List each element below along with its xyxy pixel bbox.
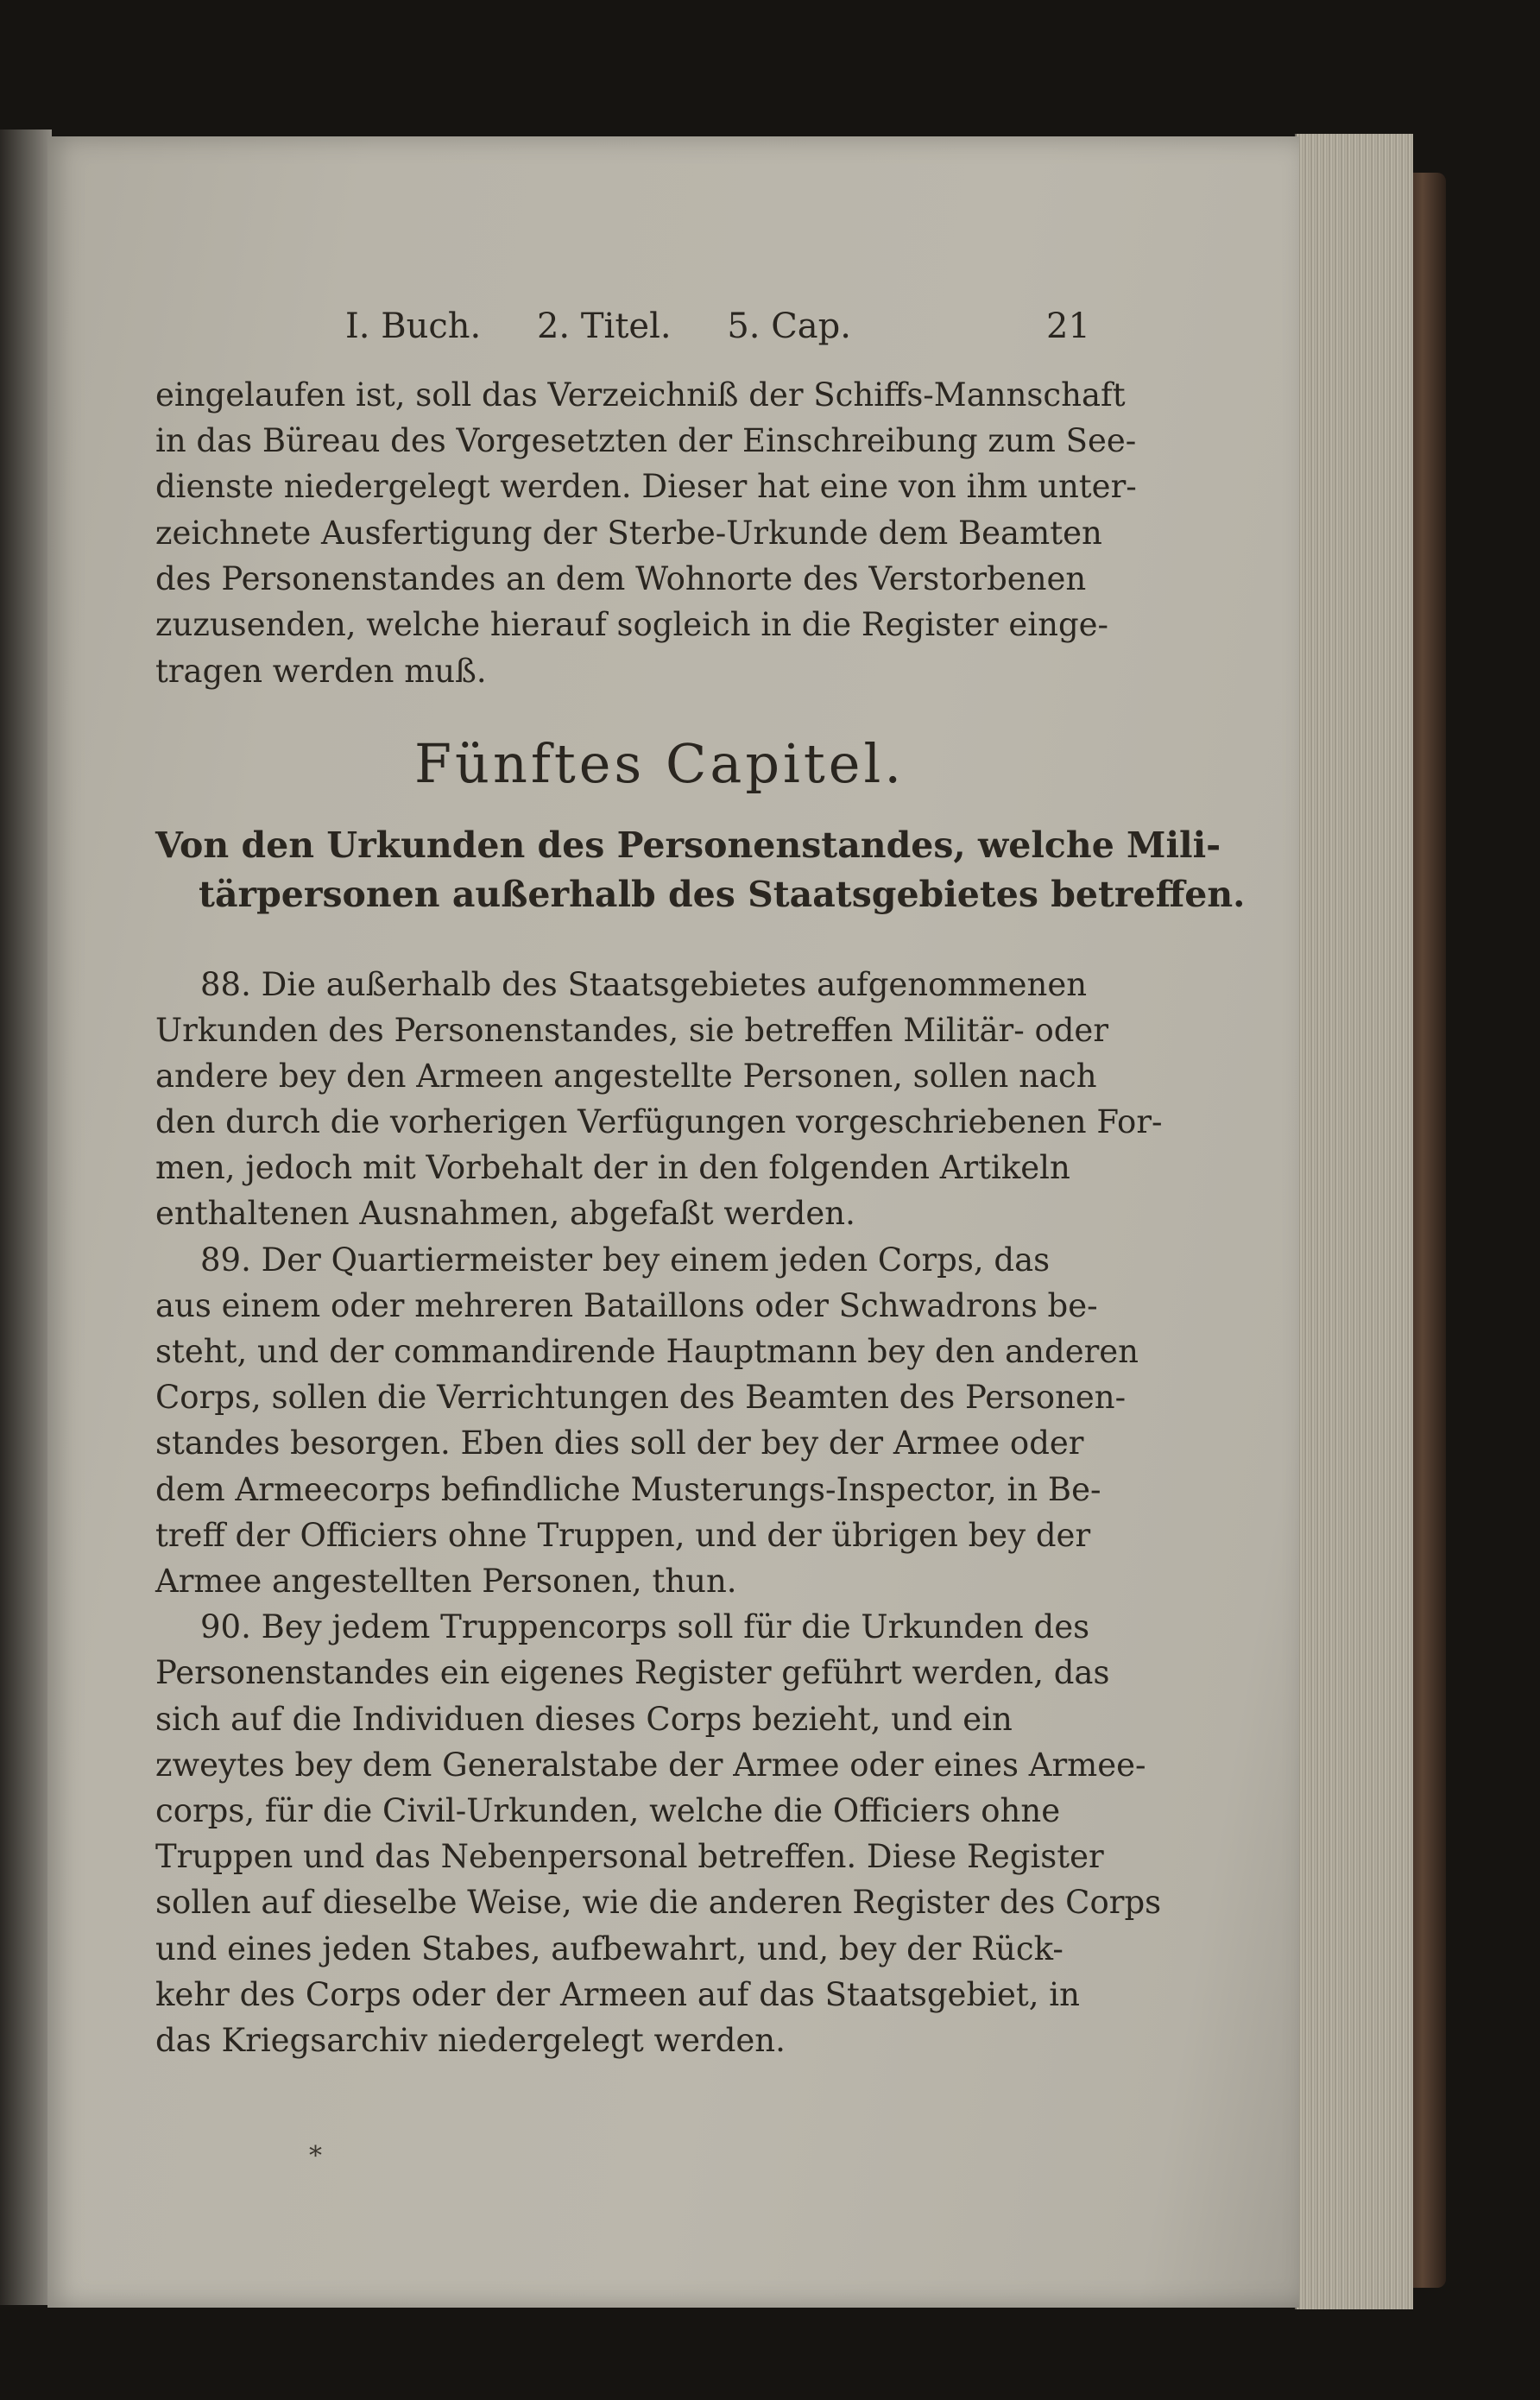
section-heading-line: Von den Urkunden des Personenstandes, welche Mili- [155,824,1221,866]
text-line: und eines jeden Stabes, aufbewahrt, und, bey der Rück- [155,1930,1063,1967]
chapter-title: Fünftes Capitel. [414,732,906,795]
text-line: sich auf die Individuen dieses Corps bezieht, und ein [155,1701,1013,1738]
running-head [345,306,896,346]
text-line: 90. Bey jedem Truppencorps soll für die Urkunden des [200,1608,1090,1645]
text-line: Armee angestellten Personen, thun. [155,1563,737,1600]
text-line: Truppen und das Nebenpersonal betreffen. Diese Register [155,1838,1104,1875]
previous-page-edge [0,129,52,2305]
text-line: in das Büreau des Vorgesetzten der Einschreibung zum See- [155,422,1137,459]
text-line: dienste niedergelegt werden. Dieser hat eine von ihm unter- [155,468,1137,505]
text-line: dem Armeecorps befindliche Musterungs-Inspector, in Be- [155,1471,1101,1508]
text-line: men, jedoch mit Vorbehalt der in den folgenden Artikeln [155,1149,1070,1186]
section-heading-line: tärpersonen außerhalb des Staatsgebietes betreffen. [199,874,1246,915]
footer-mark: * [309,2141,322,2171]
text-line: Urkunden des Personenstandes, sie betreffen Militär- oder [155,1012,1109,1049]
running-head-book: I. Buch. [345,306,482,346]
text-line: den durch die vorherigen Verfügungen vorgeschriebenen For- [155,1103,1163,1140]
text-line: corps, für die Civil-Urkunden, welche die Officiers ohne [155,1792,1061,1829]
text-line: zuzusenden, welche hierauf sogleich in die Register einge- [155,606,1109,643]
text-line: enthaltenen Ausnahmen, abgefaßt werden. [155,1195,855,1232]
text-line: andere bey den Armeen angestellte Personen, sollen nach [155,1058,1097,1095]
text-line: sollen auf dieselbe Weise, wie die anderen Register des Corps [155,1884,1162,1921]
running-head-title: 2. Titel. [536,306,672,346]
text-line: 89. Der Quartiermeister bey einem jeden Corps, das [200,1241,1051,1279]
text-line: standes besorgen. Eben dies soll der bey der Armee oder [155,1424,1084,1462]
text-line: aus einem oder mehreren Bataillons oder Schwadrons be- [155,1287,1098,1324]
text-line: zweytes bey dem Generalstabe der Armee oder eines Armee- [155,1746,1146,1784]
text-line: Corps, sollen die Verrichtungen des Beamten des Personen- [155,1379,1127,1416]
text-line: zeichnete Ausfertigung der Sterbe-Urkunde dem Beamten [155,515,1102,552]
page-number: 21 [1046,306,1090,346]
page-stack-edge [1295,134,1413,2309]
text-line: Personenstandes ein eigenes Register geführt werden, das [155,1654,1110,1691]
text-line: treff der Officiers ohne Truppen, und der übrigen bey der [155,1517,1091,1554]
text-line: 88. Die außerhalb des Staatsgebietes aufgenommenen [200,966,1088,1003]
text-line: tragen werden muß. [155,653,487,690]
text-line: steht, und der commandirende Hauptmann bey den anderen [155,1333,1139,1370]
text-line: eingelaufen ist, soll das Verzeichniß der Schiffs-Mannschaft [155,376,1126,414]
running-head-chapter: 5. Cap. [727,306,851,346]
text-line: des Personenstandes an dem Wohnorte des Verstorbenen [155,560,1087,597]
text-line: kehr des Corps oder der Armeen auf das Staatsgebiet, in [155,1976,1080,2013]
text-line: das Kriegsarchiv niedergelegt werden. [155,2022,786,2059]
